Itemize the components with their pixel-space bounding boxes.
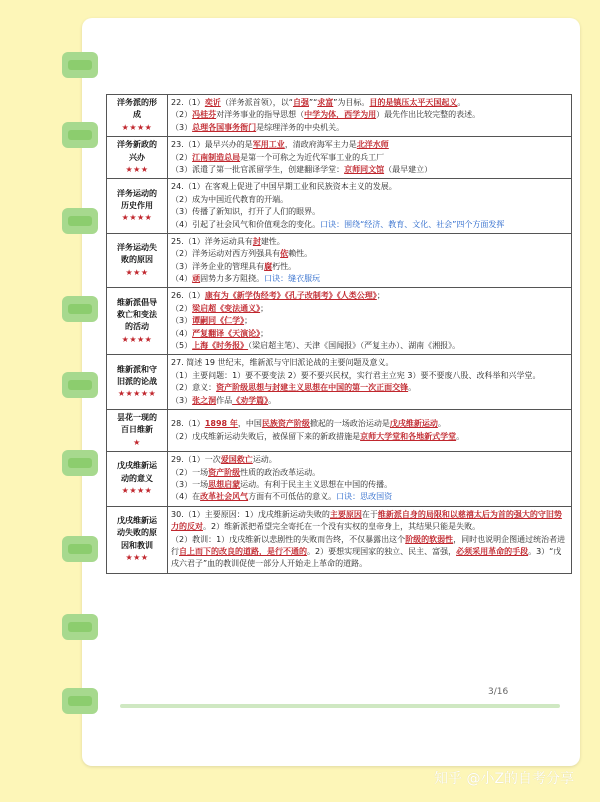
table-row — [107, 95, 572, 137]
binder-tab — [62, 688, 98, 714]
topic-title-line: 历史作用 — [121, 200, 153, 210]
notes-cell — [168, 506, 572, 573]
note-text: ； — [260, 303, 269, 313]
key-term: 思想启蒙 — [208, 479, 241, 489]
importance-stars: ★★★★ — [121, 213, 153, 223]
key-term: 《劝学篇》 — [232, 395, 269, 405]
note-text: 28.（1） — [171, 419, 205, 429]
note-text: ； — [244, 316, 253, 326]
key-term: 爱国救亡 — [220, 455, 253, 465]
note-line — [171, 248, 568, 260]
note-text: ”为目标。 — [333, 98, 370, 107]
notes-cell — [168, 95, 572, 137]
importance-stars: ★★★★ — [121, 122, 153, 132]
importance-stars: ★★★★★ — [117, 389, 157, 399]
note-text: 。 — [408, 383, 417, 393]
note-line — [171, 97, 568, 109]
note-text: 运动。 — [252, 455, 277, 465]
note-text: （2）成为中国近代教育的开端。 — [171, 194, 289, 204]
notes-cell — [168, 233, 572, 288]
notes-cell — [168, 409, 572, 451]
key-term: 总理各国事务衙门 — [192, 122, 257, 132]
notes-cell — [168, 288, 572, 355]
key-term: 1898 年 — [204, 419, 238, 429]
note-text: ”“ — [308, 98, 318, 107]
topic-title-line: 的活动 — [125, 322, 149, 332]
importance-stars: ★★★ — [125, 164, 149, 174]
note-line — [171, 181, 568, 193]
binder-tab — [62, 614, 98, 640]
key-term: 梁启超《变法通义》 — [192, 303, 261, 313]
key-term: 京师同文馆 — [344, 164, 385, 174]
note-text: （3）一场 — [171, 479, 209, 489]
note-text: （2）洋务运动对西方列强具有 — [171, 249, 281, 259]
notes-cell — [168, 137, 572, 179]
key-term: 谭嗣同《仁学》 — [192, 316, 245, 326]
note-text: （2） — [171, 303, 193, 313]
table-row — [107, 355, 572, 410]
note-line — [171, 454, 568, 466]
note-text: 。 — [268, 395, 277, 405]
note-text: （2）戊戌维新运动失败后，被保留下来的新政措施是 — [171, 431, 361, 441]
note-text: 赖性。 — [288, 249, 313, 259]
key-term: 奕䜣 — [204, 98, 221, 107]
table-row — [107, 288, 572, 355]
binder-tab — [62, 536, 98, 562]
note-text: 23.（1）最早兴办的是 — [171, 140, 253, 150]
note-text: ）最先作出比较完整的表述。 — [376, 110, 481, 120]
topic-title-line: 洋务运动失 — [117, 243, 157, 253]
key-term: 冯桂芬 — [192, 110, 217, 120]
note-text: （2）教训：1）戊戌维新以悲剧性的失败而告终，不仅暴露出这个 — [171, 534, 406, 544]
topic-title-cell — [107, 95, 168, 137]
key-term: 康有为《新学伪经考》《孔子改制考》《人类公理》 — [204, 291, 377, 301]
note-text: （2） — [171, 110, 193, 120]
topic-title-cell — [107, 288, 168, 355]
key-term: 自上而下的改良的道路，是行不通的 — [179, 546, 307, 556]
table-row — [107, 409, 572, 451]
key-term: 依 — [280, 249, 289, 259]
note-line — [171, 431, 568, 443]
table-row — [107, 452, 572, 507]
note-line — [171, 509, 568, 534]
note-line — [171, 109, 568, 121]
note-text: 。2）维新派把希望完全寄托在一个没有实权的皇帝身上，其结果只能是失败。 — [203, 522, 481, 532]
key-term: 江南制造总局 — [192, 152, 241, 162]
note-text: 。 — [437, 419, 446, 429]
topic-title-line: 洋务新政的 — [117, 140, 157, 150]
binder-tab — [62, 52, 98, 78]
topic-title-line: 戊戌维新运 — [117, 515, 157, 525]
note-text: 29.（1）一次 — [171, 455, 221, 465]
importance-stars: ★★★ — [125, 267, 149, 277]
note-text: （2） — [171, 152, 193, 162]
key-term: 封 — [252, 236, 261, 246]
key-term: 阶级的软弱性 — [405, 534, 454, 544]
note-text: 在于 — [361, 509, 378, 519]
note-line — [171, 370, 568, 382]
note-line — [171, 357, 568, 369]
note-text: （4） — [171, 328, 193, 338]
key-term: 上海《时务报》 — [192, 341, 249, 351]
note-line — [171, 395, 568, 407]
notes-cell — [168, 452, 572, 507]
note-line — [171, 219, 568, 231]
key-term: 主要原因 — [329, 509, 362, 519]
key-term: 顽 — [192, 274, 201, 284]
note-text: 运动。有利于民主主义思想在中国的传播。 — [240, 479, 393, 489]
mnemonic-text: 口诀：思改国资 — [336, 492, 393, 502]
importance-stars: ★★★★ — [121, 486, 153, 496]
note-text: 。 — [457, 98, 466, 107]
key-term: 资产阶级思想与封建主义思想在中国的第一次正面交锋 — [216, 383, 409, 393]
topic-title-line: 救亡和变法 — [117, 310, 157, 320]
key-term: 中学为体，西学为用 — [304, 110, 377, 120]
note-text: （5） — [171, 341, 193, 351]
topic-title-line: 成 — [133, 110, 141, 120]
key-term: 民族资产阶级 — [261, 419, 310, 429]
topic-title-line: 动失败的原 — [117, 528, 157, 538]
note-text: ，清政府海军主力是 — [284, 140, 357, 150]
mnemonic-text: 口诀：缝衣服玩 — [264, 274, 321, 284]
topic-title-cell — [107, 409, 168, 451]
note-line — [171, 382, 568, 394]
note-text: 25.（1）洋务运动具有 — [171, 236, 253, 246]
note-text: 30.（1）主要原因：1）戊戌维新运动失败的 — [171, 509, 330, 519]
note-text: 22.（1） — [171, 98, 205, 107]
note-line — [171, 418, 568, 430]
note-line — [171, 206, 568, 218]
note-text: ； — [260, 328, 269, 338]
note-text: （3）洋务企业的管理具有 — [171, 261, 265, 271]
importance-stars: ★ — [133, 437, 141, 447]
page-number: 3/16 — [488, 687, 509, 697]
topic-title-cell — [107, 355, 168, 410]
topic-title-line: 动的意义 — [121, 473, 153, 483]
binder-tab — [62, 122, 98, 148]
binder-tab — [62, 208, 98, 234]
note-line — [171, 273, 568, 285]
note-line — [171, 236, 568, 248]
importance-stars: ★★★ — [125, 553, 149, 563]
table-row — [107, 179, 572, 234]
notes-cell — [168, 355, 572, 410]
footer-divider — [120, 704, 560, 708]
note-text: 作品 — [216, 395, 233, 405]
note-line — [171, 139, 568, 151]
key-term: 北洋水师 — [356, 140, 389, 150]
topic-title-cell — [107, 233, 168, 288]
table-row — [107, 233, 572, 288]
note-line — [171, 315, 568, 327]
topic-title-line: 洋务派的形 — [117, 98, 157, 107]
note-text: （2）意义： — [171, 383, 217, 393]
topic-title-cell — [107, 506, 168, 573]
binder-tab — [62, 296, 98, 322]
note-text: 26.（1） — [171, 291, 205, 301]
note-text: （1）主要问题：1）要不要变法 2）要不要兴民权，实行君主立宪 3）要不要废八股、改科举和兴学堂。 — [171, 370, 541, 380]
note-line — [171, 328, 568, 340]
note-line — [171, 303, 568, 315]
table-row — [107, 506, 572, 573]
note-text: ； — [376, 291, 385, 301]
topic-title-line: 维新派和守 — [117, 364, 157, 374]
note-text: （3）传播了新知识，打开了人们的眼界。 — [171, 207, 321, 217]
note-text: 性质的政治改革运动。 — [240, 467, 321, 477]
topic-title-line: 兴办 — [129, 152, 145, 162]
table-row — [107, 137, 572, 179]
key-term: 戊戌维新运动 — [389, 419, 438, 429]
key-term: 腐 — [264, 261, 273, 271]
topic-title-line: 因和教训 — [121, 540, 153, 550]
note-line — [171, 194, 568, 206]
mnemonic-text: 口诀：围绕“经济、教育、文化、社会”四个方面发挥 — [320, 219, 505, 229]
topic-title-line: 洋务运动的 — [117, 188, 157, 198]
key-term: 求富 — [317, 98, 334, 107]
topic-title-line: 百日维新 — [121, 425, 153, 435]
study-notes-table — [106, 94, 572, 574]
note-text: （2）一场 — [171, 467, 209, 477]
note-text: （3） — [171, 122, 193, 132]
topic-title-line: 旧派的论战 — [117, 377, 157, 386]
note-line — [171, 152, 568, 164]
key-term: 张之洞 — [192, 395, 217, 405]
note-text: （梁启超主笔）、天津《国闻报》（严复主办）、湖南《湘报》。 — [248, 341, 461, 351]
note-line — [171, 261, 568, 273]
note-line — [171, 491, 568, 503]
key-term: 改革社会风气 — [200, 492, 249, 502]
note-text: 。2）要想实现国家的独立、民主、富强， — [307, 546, 457, 556]
key-term: 必须采用革命的手段 — [456, 546, 529, 556]
key-term: 军用工业 — [252, 140, 285, 150]
note-text: 建性。 — [260, 236, 285, 246]
key-term: 严复翻译《天演论》 — [192, 328, 261, 338]
notes-cell — [168, 179, 572, 234]
note-line — [171, 122, 568, 134]
binder-tab — [62, 372, 98, 398]
note-line — [171, 479, 568, 491]
note-text: 24.（1）在客观上促进了中国早期工业和民族资本主义的发展。 — [171, 182, 397, 192]
topic-title-line: 维新派倡导 — [117, 297, 157, 307]
author-watermark: 知乎 @小Z的自考分享 — [434, 771, 575, 787]
topic-title-line: 昙花一现的 — [117, 412, 157, 422]
note-text: （3） — [171, 395, 193, 405]
note-text: （最早建立） — [384, 164, 433, 174]
importance-stars: ★★★★ — [121, 334, 153, 344]
note-text: ，中国 — [237, 419, 262, 429]
topic-title-cell — [107, 452, 168, 507]
key-term: 资产阶级 — [208, 467, 241, 477]
note-text: （4）引起了社会风气和价值观念的变化。 — [171, 219, 321, 229]
note-line — [171, 340, 568, 352]
topic-title-cell — [107, 137, 168, 179]
note-text: ，同时也说明企图通过统治者进行 — [171, 534, 566, 556]
note-text: （3） — [171, 316, 193, 326]
key-term: 目的是镇压太平天国起义 — [369, 98, 458, 107]
key-term: 京师大学堂和各地新式学堂 — [360, 431, 457, 441]
key-term: 自强 — [292, 98, 309, 107]
note-text: 朽性。 — [272, 261, 297, 271]
note-text: 是第一个可称之为近代军事工业的兵工厂 — [240, 152, 385, 162]
note-text: 对洋务事业的指导思想（ — [216, 110, 305, 120]
topic-title-cell — [107, 179, 168, 234]
note-text: 。3）“戊戌六君子”血的教训促使一部分人开始走上革命的道路。 — [171, 546, 562, 569]
note-text: 方面有不可低估的意义。 — [248, 492, 337, 502]
note-text: （3）派遣了第一批官派留学生，创建翻译学堂： — [171, 164, 345, 174]
topic-title-line: 戊戌维新运 — [117, 461, 157, 471]
note-text: 固势力多方阻挠。 — [200, 274, 265, 284]
note-line — [171, 534, 568, 571]
note-text: （4）在 — [171, 492, 201, 502]
note-text: 。 — [456, 431, 465, 441]
note-text: （4） — [171, 274, 193, 284]
note-text: （洋务派首领），以“ — [220, 98, 293, 107]
note-text: 是综理洋务的中央机关。 — [256, 122, 345, 132]
note-line — [171, 290, 568, 302]
note-line — [171, 467, 568, 479]
note-text: 掀起的一场政治运动是 — [309, 419, 390, 429]
note-line — [171, 164, 568, 176]
binder-tab — [62, 450, 98, 476]
key-term: 维新派自身的局限和以慈禧太后为首的强大的守旧势力的反对 — [171, 509, 562, 532]
note-text: 27. 简述 19 世纪末，维新派与守旧派论战的主要问题及意义。 — [171, 358, 394, 368]
topic-title-line: 败的原因 — [121, 255, 153, 265]
